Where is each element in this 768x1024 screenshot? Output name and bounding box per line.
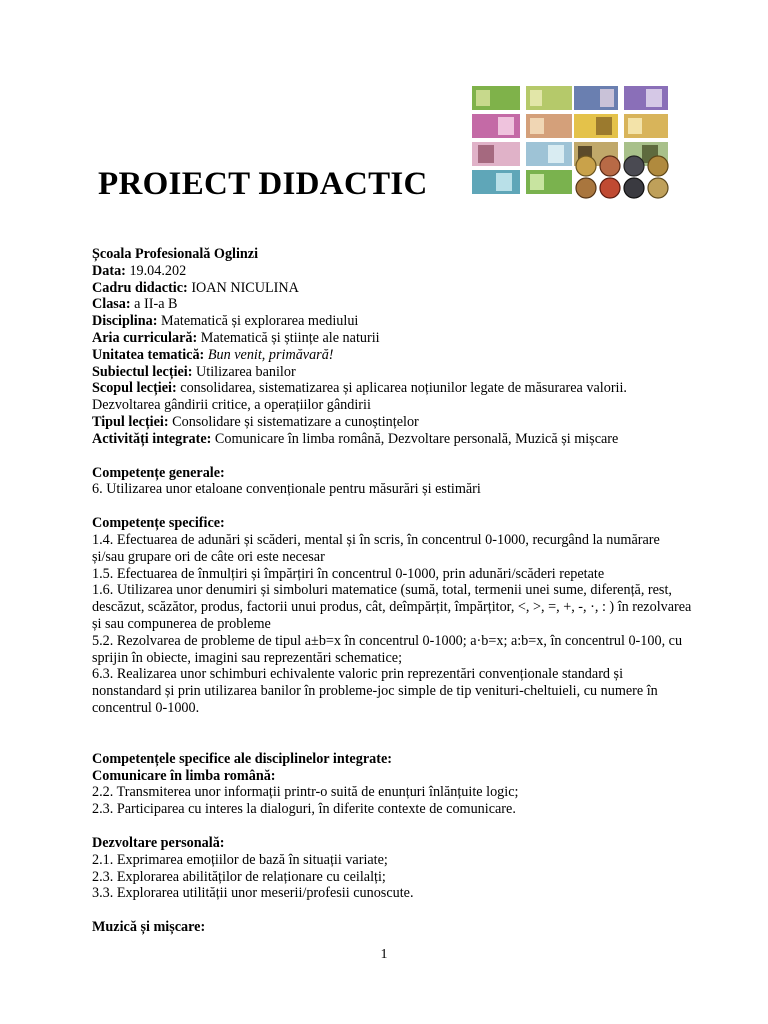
- document-title: PROIECT DIDACTIC: [98, 166, 428, 202]
- lesson-purpose-line: Scopul lecției: consolidarea, sistematizarea și aplicarea noțiunilor legate de măsurarea valorii. Dezvoltarea gândirii critice, a operațiilor gândirii: [92, 380, 627, 414]
- general-competences-heading: Competențe generale:: [92, 464, 225, 481]
- integrated-competences-heading: Competențele specifice ale disciplinelor integrate:: [92, 750, 392, 767]
- specific-competence-item: 1.4. Efectuarea de adunări și scăderi, mental și în scris, în concentrul 0-1000, recurgând la numărare și/sau grupare ori de câte ori este necesar: [92, 531, 660, 565]
- romana-item: 2.2. Transmiterea unor informații printr-o suită de enunțuri înlănțuite logic;: [92, 784, 519, 801]
- lesson-type-line: Tipul lecției: Consolidare și sistematizare a cunoștințelor: [92, 413, 419, 430]
- page-number: 1: [380, 947, 388, 962]
- discipline-line: Disciplina: Matematică și explorarea mediului: [92, 313, 359, 330]
- muzica-heading: Muzică și mișcare:: [92, 919, 206, 936]
- thematic-unit-line: Unitatea tematică: Bun venit, primăvară!: [92, 346, 334, 363]
- integrated-activities-line: Activități integrate: Comunicare în limba română, Dezvoltare personală, Muzică și mișcare: [92, 430, 619, 447]
- specific-competences-heading: Competențe specifice:: [92, 515, 225, 532]
- class-line: Clasa: a II-a B: [92, 296, 178, 313]
- money-collage-image: [470, 84, 670, 202]
- specific-competence-item: 1.6. Utilizarea unor denumiri și simboluri matematice (sumă, total, termenii unei sume, diferență, rest, descăzut, scăzător, produs, factorii unui produs, cât, deîmpărțit, împărțitor, <, >, =, +, -, ·, : ) în rezolvarea și sau compunerea de probleme: [92, 582, 692, 632]
- specific-competence-item: 1.5. Efectuarea de înmulțiri și împărțiri în concentrul 0-1000, prin adunări/scăderi repetate: [92, 565, 605, 582]
- dezvoltare-item: 3.3. Explorarea utilității unor meserii/profesii cunoscute.: [92, 885, 414, 902]
- school-line: Școala Profesională Oglinzi: [92, 246, 259, 262]
- document-body: [92, 246, 692, 936]
- specific-competence-item: 6.3. Realizarea unor schimburi echivalente valoric prin reprezentări convenționale standard și nonstandard și prin utilizarea banilor în probleme-joc simple de tip venituri-cheltuieli, cu numere în concentrul 0-1000.: [92, 666, 658, 716]
- general-competences: [92, 465, 692, 499]
- integrated-competences: [92, 751, 692, 936]
- dezvoltare-heading: Dezvoltare personală:: [92, 834, 225, 851]
- date-line: Data: 19.04.202: [92, 262, 187, 279]
- curricular-area-line: Aria curriculară: Matematică și științe ale naturii: [92, 329, 380, 346]
- dezvoltare-item: 2.3. Explorarea abilităților de relaționare cu ceilalți;: [92, 868, 386, 885]
- romana-item: 2.3. Participarea cu interes la dialoguri, în diferite contexte de comunicare.: [92, 801, 516, 818]
- specific-competences: [92, 515, 692, 717]
- specific-competence-item: 5.2. Rezolvarea de probleme de tipul a±b=x în concentrul 0-1000; a·b=x; a:b=x, în concentrul 0-100, cu sprijin în obiecte, imagini sau reprezentări schematice;: [92, 632, 683, 666]
- general-competence-item: 6. Utilizarea unor etaloane convenționale pentru măsurări și estimări: [92, 481, 481, 498]
- lesson-subject-line: Subiectul lecției: Utilizarea banilor: [92, 363, 296, 380]
- dezvoltare-item: 2.1. Exprimarea emoțiilor de bază în situații variate;: [92, 851, 388, 868]
- header-info: [92, 246, 692, 448]
- teacher-line: Cadru didactic: IOAN NICULINA: [92, 279, 299, 296]
- romana-heading: Comunicare în limba română:: [92, 767, 276, 784]
